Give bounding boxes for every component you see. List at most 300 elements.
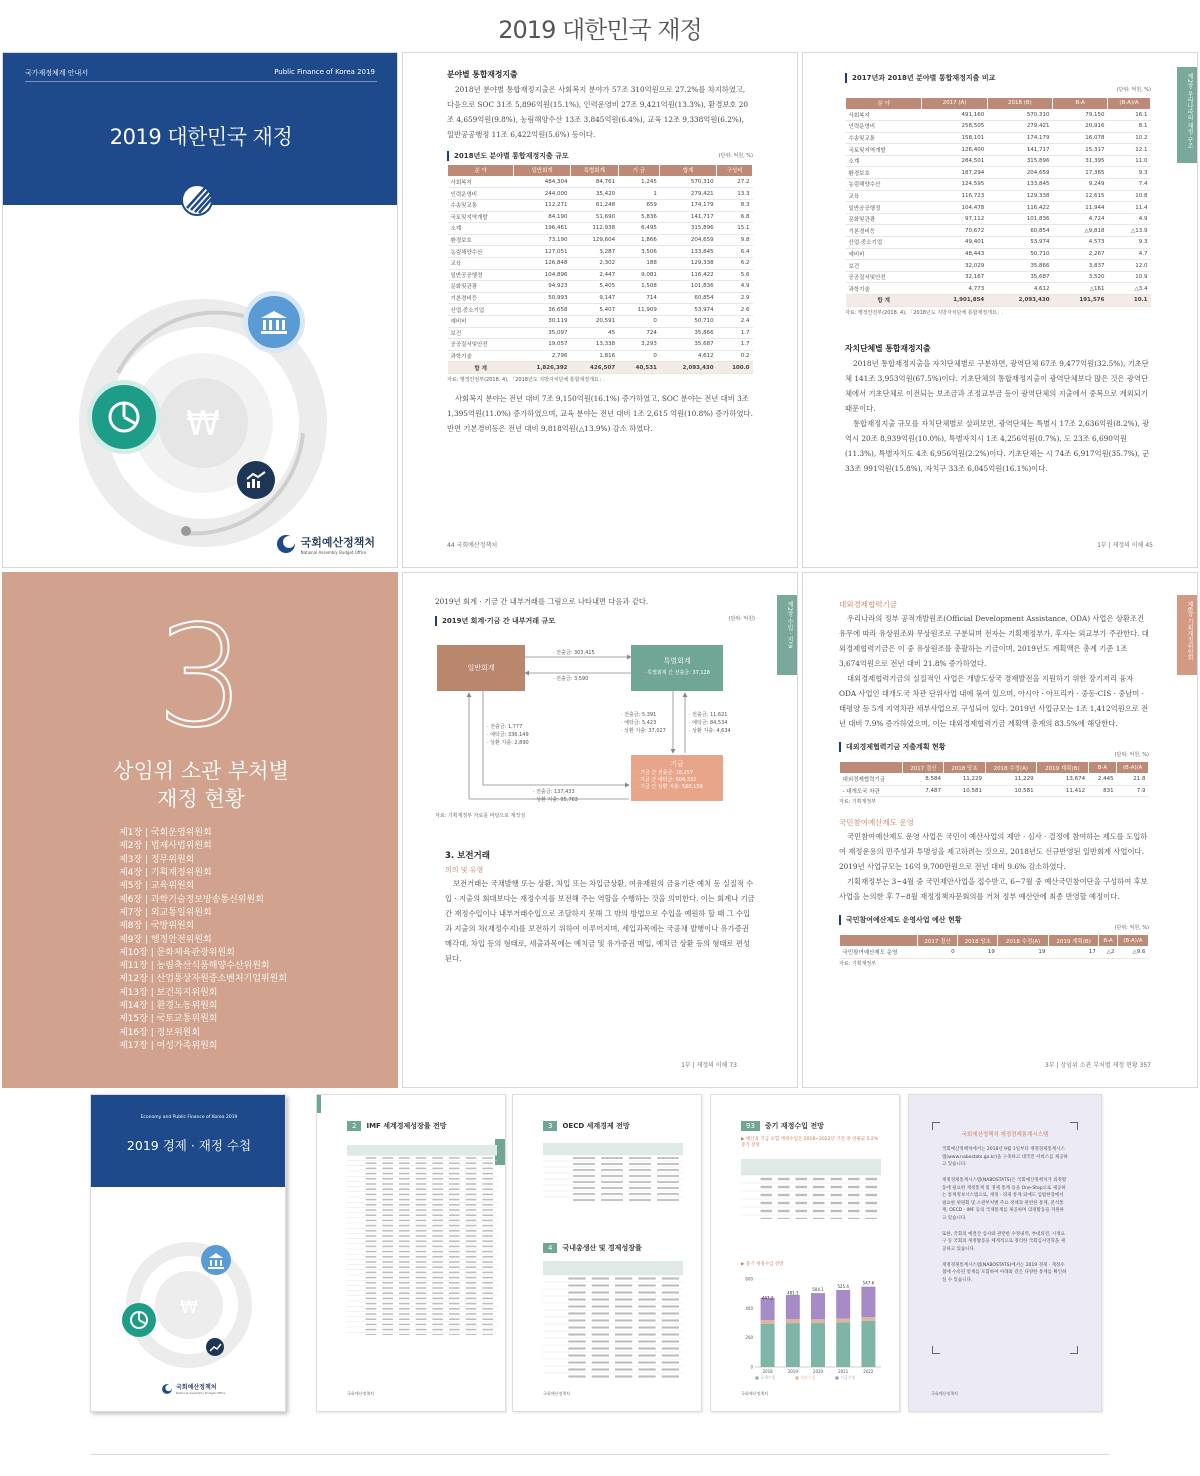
table-cell: 36,658 xyxy=(514,304,571,316)
mini-table-cell xyxy=(662,1368,679,1370)
flow-label: · 전출금: 137,433 xyxy=(533,789,575,795)
notice-text: 국회예산정책처에서는 2018년 9월 1일부터 재정경제통계시스템(www.nabostats.go.kr)을 구축하고 대국민 서비스를 제공하고 있습니다. xyxy=(942,1147,1068,1168)
mini-table-cell xyxy=(382,1157,393,1159)
table-cell: 484,304 xyxy=(514,176,571,188)
table-cell: 환경보호 xyxy=(448,234,514,246)
table-cell: 1,245 xyxy=(618,176,660,188)
table-cell: 15.1 xyxy=(717,223,753,235)
mini-table-cell xyxy=(366,1209,377,1211)
mini-table-cell xyxy=(416,1199,427,1201)
mini-table-cell xyxy=(432,1220,443,1222)
mini-table-cell xyxy=(399,1157,410,1159)
mini-table-cell xyxy=(466,1183,477,1185)
org-name-en: National Assembly Budget Office xyxy=(300,549,367,555)
mini-table-cell xyxy=(399,1168,410,1170)
mini-table-cell xyxy=(432,1240,443,1242)
mini-table-cell xyxy=(382,1261,393,1263)
mini-table-cell xyxy=(629,1157,651,1159)
table-cell: 1,866 xyxy=(618,234,660,246)
table-cell: 100.0 xyxy=(717,362,753,374)
mini-table-cell xyxy=(615,1347,632,1349)
page-title: 2019 대한민국 재정 xyxy=(498,16,702,44)
mini-table-cell xyxy=(399,1188,410,1190)
column-header: 합계 xyxy=(660,164,717,176)
mini-table-cell xyxy=(399,1313,410,1315)
flow-label: · 전출금: 3,590 xyxy=(553,676,589,682)
mini-table-cell xyxy=(466,1173,477,1175)
table-cell: 30,119 xyxy=(514,315,571,327)
table-cell: 2.9 xyxy=(717,292,753,304)
bar-세외수입 xyxy=(786,1319,800,1323)
chapter-item: 제9장 | 행정안전위원회 xyxy=(119,934,212,945)
mini-table-cell xyxy=(416,1178,427,1180)
chapter-item: 제11장 | 농림축산식품해양수산위원회 xyxy=(119,961,270,972)
table-cell: 116,422 xyxy=(660,269,717,281)
mini-table-cell xyxy=(449,1282,460,1284)
mini-table-cell xyxy=(592,1277,609,1279)
table-cell: 4,612 xyxy=(987,283,1052,295)
table-row xyxy=(846,179,1151,191)
chapter-item: 제7장 | 외교통일위원회 xyxy=(119,907,212,918)
table-source: 자료: 기획재정부 xyxy=(839,799,877,806)
mini-table-cell xyxy=(662,1326,679,1328)
mini-table-cell xyxy=(482,1240,493,1242)
table-cell: 60,854 xyxy=(987,225,1052,237)
chapter-item: 제10장 | 문화체육관광위원회 xyxy=(119,947,235,958)
table-cell: 16.1 xyxy=(1107,109,1150,121)
mini-table-cell xyxy=(382,1272,393,1274)
flow-label: · 상환 지출: 2,890 xyxy=(487,740,529,746)
item-number: 2 xyxy=(347,1121,361,1131)
mini-table-cell xyxy=(382,1240,393,1242)
mini-table-cell xyxy=(432,1282,443,1284)
mini-table-cell xyxy=(615,1291,632,1293)
column-header: 구성비 xyxy=(717,164,753,176)
mini-table-cell xyxy=(432,1261,443,1263)
mini-table-cell xyxy=(482,1220,493,1222)
page-footer: 국회예산정책처 xyxy=(543,1391,571,1396)
mini-table-cell xyxy=(866,1194,878,1196)
mini-table-cell xyxy=(399,1272,410,1274)
table-cell: 6.8 xyxy=(717,211,753,223)
flow-label: · 전출금: 1,777 xyxy=(487,724,523,730)
mini-table-cell xyxy=(449,1183,460,1185)
table-cell: 13.3 xyxy=(717,188,753,200)
notice-text: 또한, 국회의 예결산 심사와 관련한 수정내역, 부대의견, 시정요구 등 국회의 재정활동을 체계적으로 정리한 국회심사연혁을 제공하고 있습니다. xyxy=(942,1231,1066,1253)
table-cell: 10.9 xyxy=(1107,271,1150,283)
table-cell: 4.9 xyxy=(1107,213,1150,225)
mini-table-cell xyxy=(778,1178,790,1180)
mini-table-cell xyxy=(416,1256,427,1258)
mini-table-cell xyxy=(432,1324,443,1326)
bar-세외수입 xyxy=(836,1319,850,1323)
mini-table-cell xyxy=(449,1168,460,1170)
mini-table-cell xyxy=(449,1334,460,1335)
table-row xyxy=(448,200,753,212)
handbook-en: Economy and Public Finance of Korea 2019 xyxy=(140,1115,238,1120)
mini-table-cell xyxy=(432,1173,443,1175)
mini-table-cell xyxy=(568,1305,585,1307)
mini-table-cell xyxy=(366,1287,377,1289)
mini-table-cell xyxy=(592,1312,609,1314)
table-cell: 교육 xyxy=(846,190,922,202)
table-unit: (단위: 억원, %) xyxy=(718,153,753,160)
mini-table-cell xyxy=(399,1240,410,1242)
mini-table-cell xyxy=(416,1261,427,1263)
table-row xyxy=(448,257,753,269)
table-cell: 7,487 xyxy=(903,785,944,797)
table-row xyxy=(846,213,1151,225)
table-cell: 19,057 xyxy=(514,339,571,351)
mini-table-cell xyxy=(796,1202,808,1204)
mini-table-cell xyxy=(466,1298,477,1300)
table-cell: 11.4 xyxy=(1107,202,1150,214)
mini-table-cell xyxy=(482,1313,493,1315)
table-cell: 204,659 xyxy=(660,234,717,246)
mini-table-cell xyxy=(662,1298,679,1300)
table-cell: - 대개도국 차관 xyxy=(840,785,903,797)
table-cell: 831 xyxy=(1088,785,1116,797)
mini-table-cell xyxy=(615,1340,632,1342)
table-cell: 13,674 xyxy=(1037,774,1089,786)
mini-table-cell xyxy=(629,1187,651,1189)
mini-table-cell xyxy=(592,1368,609,1370)
table-cell: 9,147 xyxy=(570,292,618,304)
mini-table-cell xyxy=(366,1194,377,1196)
mini-table-cell xyxy=(466,1235,477,1237)
table-cell: 2,302 xyxy=(570,257,618,269)
chapter-item: 제8장 | 국방위원회 xyxy=(119,921,195,932)
table-cell: 합 계 xyxy=(846,295,922,307)
table-cell: 51,690 xyxy=(570,211,618,223)
handbook-page-revenue xyxy=(710,1094,900,1412)
table-cell: 20,916 xyxy=(1053,121,1108,133)
table-cell: 8.1 xyxy=(1107,121,1150,133)
mini-table-cell xyxy=(449,1251,460,1253)
table-cell: 보건 xyxy=(846,260,922,272)
table-cell: 사회복지 xyxy=(846,109,922,121)
mini-table-cell xyxy=(382,1220,393,1222)
table-cell: 49,401 xyxy=(922,237,987,249)
mini-table-cell xyxy=(449,1303,460,1305)
table-cell: 1,826,392 xyxy=(514,362,571,374)
table-cell: 2,093,430 xyxy=(660,362,717,374)
table-cell: 문화및관광 xyxy=(448,281,514,293)
mini-table-cell xyxy=(629,1175,651,1177)
chapter-item: 제1장 | 국회운영위원회 xyxy=(119,828,212,838)
table-cell: 53,974 xyxy=(660,304,717,316)
table-cell: 1,901,854 xyxy=(922,295,987,307)
table-cell: 9.3 xyxy=(1107,237,1150,249)
mini-table-cell xyxy=(601,1193,623,1195)
mini-table-cell xyxy=(601,1175,623,1177)
mini-table-cell xyxy=(482,1308,493,1310)
mini-table-cell xyxy=(399,1173,410,1175)
table-cell: 570,310 xyxy=(660,176,717,188)
table-source: 자료: 행정안전부(2018. 4), 「2018년도 지방자치단체 통합재정개요」. xyxy=(845,309,1004,316)
section-heading: 자치단체별 통합재정지출 xyxy=(845,344,931,354)
table-cell: 12,615 xyxy=(1053,190,1108,202)
table-cell: 3,520 xyxy=(1053,271,1108,283)
chapter-item: 제17장 | 여성가족위원회 xyxy=(119,1041,218,1051)
mini-table-cell xyxy=(416,1209,427,1211)
mini-table-cell xyxy=(573,1187,595,1189)
table-cell: 17,365 xyxy=(1053,167,1108,179)
mini-table-cell xyxy=(366,1157,377,1159)
table-cell: 2,267 xyxy=(1053,248,1108,260)
mini-table-cell xyxy=(382,1235,393,1237)
table-cell: 인력운영비 xyxy=(846,121,922,133)
mini-table-cell xyxy=(449,1246,460,1248)
paragraph: 기획재정부는 3~4월 중 국민제안사업을 접수받고, 6~7월 중 예산국민참여단을 구성하여 후보사업을 논의한 후 7~8월 재정정책자문회의를 거쳐 정부 예산안에 최종 반영할 예정이다. xyxy=(839,876,1148,901)
table-row xyxy=(448,211,753,223)
chart-caption: ▶ 중기 재정수입 전망 xyxy=(741,1262,784,1267)
mini-table-cell xyxy=(399,1277,410,1279)
mini-table-cell xyxy=(629,1169,651,1171)
mini-table-cell xyxy=(638,1326,655,1328)
mini-table-cell xyxy=(482,1204,493,1206)
page-footer: 국회예산정책처 xyxy=(931,1391,959,1396)
table-cell: 4.7 xyxy=(1107,248,1150,260)
table-cell: 104,896 xyxy=(514,269,571,281)
mini-table-cell xyxy=(432,1225,443,1227)
mini-table-cell xyxy=(796,1186,808,1188)
column-header xyxy=(840,762,903,774)
mini-table-cell xyxy=(568,1361,585,1363)
mini-table-cell xyxy=(573,1199,595,1201)
chapter-title-1: 상임위 소관 부처별 xyxy=(113,759,289,783)
table-cell: 10,581 xyxy=(985,785,1037,797)
column-header: 2019 계획(B) xyxy=(1037,762,1089,774)
table-cell: 97,112 xyxy=(922,213,987,225)
mini-table-cell xyxy=(813,1194,825,1196)
mini-table-cell xyxy=(662,1361,679,1363)
mini-table-cell xyxy=(466,1277,477,1279)
mini-table-cell xyxy=(449,1220,460,1222)
mini-table-cell xyxy=(615,1368,632,1370)
flow-arrows xyxy=(403,573,798,813)
y-tick-label: 400 xyxy=(745,1305,753,1311)
table-row xyxy=(846,283,1151,295)
mini-table-cell xyxy=(399,1199,410,1201)
chapter-item: 제5장 | 교육위원회 xyxy=(119,881,195,892)
page-44 xyxy=(402,52,798,568)
table-cell: 인력운영비 xyxy=(448,188,514,200)
mini-table-cell xyxy=(615,1284,632,1286)
mini-table-cell xyxy=(382,1282,393,1284)
mini-table-cell xyxy=(432,1318,443,1320)
mini-table-cell xyxy=(399,1235,410,1237)
mini-table-cell xyxy=(382,1251,393,1253)
column-header: 일반회계 xyxy=(514,164,571,176)
org-name: 국회예산정책처 xyxy=(176,1384,217,1391)
chapter-item: 제16장 | 정보위원회 xyxy=(119,1027,201,1038)
paragraph: 사회복지 분야는 전년 대비 7조 9,150억원(16.1%) 증가하였고, SOC 분야는 전년 대비 3조 1,395억원(11.0%) 증가하였으며, 교육 분야는 전년 대비 1조 2,615 억원(10.8%) 증가하였다. 반면 기본경비등은 전년 대비 9,818억원(△13.9%) 감소 하였다. xyxy=(447,394,753,434)
table-unit: (단위: 억원, %) xyxy=(1114,924,1149,931)
mini-table-cell xyxy=(662,1277,679,1279)
mini-table-cell xyxy=(382,1168,393,1170)
mini-table-cell xyxy=(432,1230,443,1232)
column-header: (B-A)/A xyxy=(1107,97,1150,109)
figure-source: 자료: 기획재정부 자료를 바탕으로 재작성 xyxy=(435,813,526,819)
mini-table-cell xyxy=(382,1230,393,1232)
y-tick-label: 200 xyxy=(745,1335,753,1341)
table-cell: 11,229 xyxy=(944,774,985,786)
paragraph: 국민참여예산제도 운영 사업은 국민이 예산사업의 제안 · 심사 · 결정에 참여하는 제도를 도입하여 재정운용의 민주성과 투명성을 제고하려는 것으로, 2018년도 신규반영된 일반회계 사업이다. 2019년 사업규모는 16억 9,700만원으로 전년 대비 9.6% 감소하였다. xyxy=(839,831,1148,871)
table-cell: 일반공공행정 xyxy=(846,202,922,214)
table-cell: 258,505 xyxy=(922,121,987,133)
mini-table-cell xyxy=(638,1312,655,1314)
mini-table-cell xyxy=(848,1178,860,1180)
table-cell: 45 xyxy=(570,327,618,339)
table-cell: 6,495 xyxy=(618,223,660,235)
table-cell: 284,501 xyxy=(922,155,987,167)
x-tick-label: 2018 xyxy=(762,1369,773,1374)
mini-table-cell xyxy=(382,1162,393,1164)
mini-table-cell xyxy=(831,1186,843,1188)
mini-table-cell xyxy=(638,1361,655,1363)
intro-text: 2019년 회계 · 기금 간 내부거래를 그림으로 나타내면 다음과 같다. xyxy=(435,597,649,606)
mini-table-cell xyxy=(449,1266,460,1268)
mini-table-cell xyxy=(482,1246,493,1248)
notice-text: 재정경제통계시스템(NABOSTATS)은 국회예산정책처가 의정활동에 필요한 재정통계 및 경제 통계 등을 One-Stop으로 제공하는 통계정보시스템으로, 재정 · 경제 통계 외에도 입법현장에서 필요한 위원회 및 소관부처별 주요 정책과 관련한 통계, 분석통계, OECD · IMF 등의 국제통계를 제공하며 의정활동을 지원하고 있습니다. xyxy=(942,1177,1067,1222)
mini-table-cell xyxy=(568,1333,585,1335)
table-caption: 2017년과 2018년 분야별 통합재정지출 비교 xyxy=(845,73,995,83)
mini-table-cell xyxy=(449,1308,460,1310)
bar-국세수입 xyxy=(836,1322,850,1367)
mini-table-cell xyxy=(399,1318,410,1320)
mini-table-header xyxy=(543,1143,683,1155)
table-cell: 129,604 xyxy=(570,234,618,246)
mini-table-cell xyxy=(662,1312,679,1314)
mini-table-cell xyxy=(366,1282,377,1284)
table-cell: 35,687 xyxy=(660,339,717,351)
table-cell: 1,816 xyxy=(570,350,618,362)
table-cell: 126,848 xyxy=(514,257,571,269)
mini-table-cell xyxy=(466,1256,477,1258)
table-cell: 환경보호 xyxy=(846,167,922,179)
mini-table-cell xyxy=(615,1375,632,1377)
mini-table-cell xyxy=(482,1251,493,1253)
table-cell: 산업·중소기업 xyxy=(448,304,514,316)
mini-table-cell xyxy=(382,1318,393,1320)
table-cell: 191,576 xyxy=(1053,295,1108,307)
mini-table-cell xyxy=(466,1282,477,1284)
column-header: B-A xyxy=(1099,935,1117,947)
chapter-tab: 제2장 우리나라의 재정 구조 xyxy=(1177,67,1197,163)
mini-table-cell xyxy=(657,1181,679,1183)
mini-table-cell xyxy=(432,1204,443,1206)
mini-table-cell xyxy=(568,1319,585,1321)
mini-table-cell xyxy=(449,1318,460,1320)
chapter-divider xyxy=(2,572,398,1088)
mini-table-cell xyxy=(482,1178,493,1180)
table-cell: 35,420 xyxy=(570,188,618,200)
table-cell: 교육 xyxy=(448,257,514,269)
mini-table-cell xyxy=(366,1204,377,1206)
column-header: 2017 결산 xyxy=(917,935,957,947)
mini-table-cell xyxy=(615,1305,632,1307)
mini-table-cell xyxy=(416,1266,427,1268)
mini-table-cell xyxy=(601,1187,623,1189)
table-cell: 315,896 xyxy=(660,223,717,235)
mini-table-cell xyxy=(399,1183,410,1185)
svg-text:₩: ₩ xyxy=(186,404,220,444)
mini-table-cell xyxy=(432,1308,443,1310)
building-icon xyxy=(243,291,305,353)
mini-table-cell xyxy=(399,1298,410,1300)
table-cell: 11,229 xyxy=(985,774,1037,786)
mini-table-cell xyxy=(796,1210,808,1212)
table-cell: 40,531 xyxy=(618,362,660,374)
item-number: 93 xyxy=(741,1121,760,1131)
mini-table-cell xyxy=(466,1308,477,1310)
mini-table-cell xyxy=(466,1272,477,1274)
mini-table-cell xyxy=(432,1214,443,1216)
mini-table-cell xyxy=(482,1266,493,1268)
cover-illustration xyxy=(3,293,398,553)
table-cell: 174,179 xyxy=(660,200,717,212)
column-header: B-A xyxy=(1088,762,1116,774)
table-cell: 32,029 xyxy=(922,260,987,272)
paragraph: 2018년 분야별 통합재정지출은 사회복지 분야가 57조 310억원으로 27.2%를 차지하였고, 다음으로 SOC 31조 5,896억원(15.1%), 인력운영비 27조 9,421억원(13.3%), 환경보호 20조 4,659억원(9.8%), 농림해양수산 13조 3,845억원(6.4%), 교육 12조 9,338억원(6.2%), 일반공공행정 11조 6,422억원(5.6%) 등이다. xyxy=(447,85,749,139)
mini-table-cell xyxy=(466,1246,477,1248)
mini-table-cell xyxy=(573,1157,595,1159)
mini-table-cell xyxy=(482,1199,493,1201)
mini-table-cell xyxy=(449,1298,460,1300)
mini-table-cell xyxy=(366,1256,377,1258)
mini-table-cell xyxy=(629,1199,651,1201)
table-cell: 농림해양수산 xyxy=(846,179,922,191)
column-header: (B-A)/A xyxy=(1117,762,1149,774)
handbook-illustration xyxy=(91,1235,286,1385)
table-cell: 11,944 xyxy=(1053,202,1108,214)
table-cell: 11.0 xyxy=(1107,155,1150,167)
mini-table-cell xyxy=(568,1354,585,1356)
mini-table-cell xyxy=(382,1303,393,1305)
mini-table-cell xyxy=(466,1188,477,1190)
mini-table-cell xyxy=(366,1266,377,1268)
table-cell: 17 xyxy=(1048,947,1099,959)
item-title: IMF 세계경제성장률 전망 xyxy=(366,1122,447,1130)
mini-table-cell xyxy=(382,1329,393,1331)
table-row xyxy=(448,350,753,362)
table-cell: 9.8 xyxy=(717,234,753,246)
mini-table-cell xyxy=(568,1347,585,1349)
bar-기금수입 xyxy=(761,1298,775,1320)
mini-table-cell xyxy=(416,1303,427,1305)
page-footer: 1부 | 재정의 이해 45 xyxy=(1097,542,1153,549)
mini-table-cell xyxy=(399,1334,410,1335)
column-header: 특별회계 xyxy=(570,164,618,176)
mini-table-cell xyxy=(662,1340,679,1342)
mini-table-cell xyxy=(466,1225,477,1227)
mini-table-cell xyxy=(416,1204,427,1206)
table-cell: 산업·중소기업 xyxy=(846,237,922,249)
page-footer: 국회예산정책처 xyxy=(347,1391,375,1396)
table-cell: 8,584 xyxy=(903,774,944,786)
table-caption: 2018년도 분야별 통합재정지출 규모 xyxy=(447,151,569,161)
table-cell: △9,818 xyxy=(1053,225,1108,237)
table-cell: 19 xyxy=(998,947,1049,959)
mini-table-cell xyxy=(432,1183,443,1185)
table-cell: 0 xyxy=(618,350,660,362)
org-name-en: National Assembly Budget Office xyxy=(176,1391,226,1395)
mini-table-cell xyxy=(592,1284,609,1286)
mini-table-cell xyxy=(449,1162,460,1164)
mini-table-cell xyxy=(778,1218,790,1219)
table-cell: 124,595 xyxy=(922,179,987,191)
